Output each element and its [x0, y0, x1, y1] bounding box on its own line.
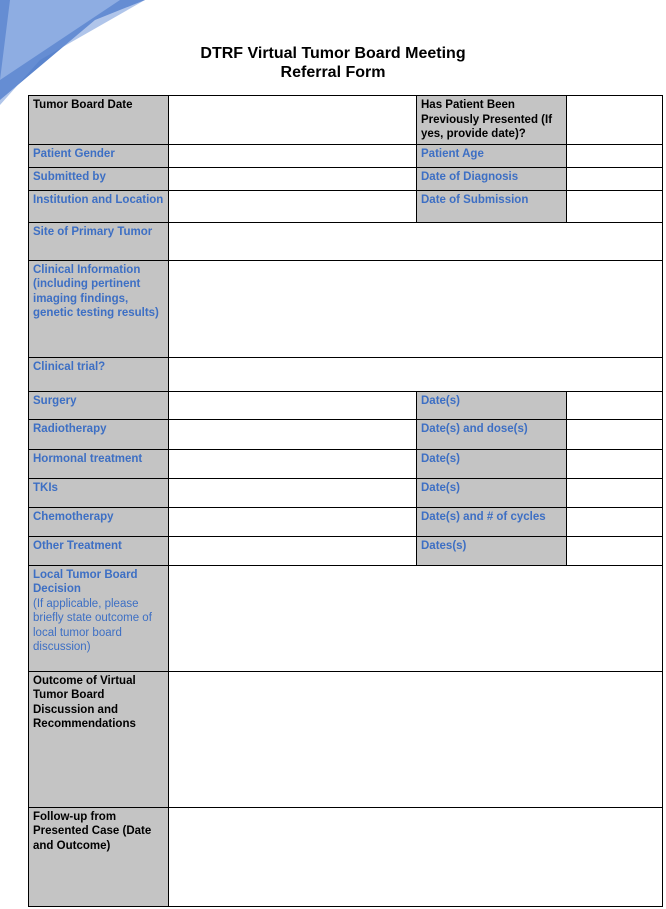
hormonal-treatment-label: Hormonal treatment — [29, 449, 169, 478]
outcome-virtual-label: Outcome of Virtual Tumor Board Discussion and Recommendations — [29, 671, 169, 807]
form-title: DTRF Virtual Tumor Board Meeting — [200, 45, 466, 62]
patient-age-field[interactable] — [567, 144, 663, 167]
tkis-dates-label: Date(s) — [417, 478, 567, 507]
site-primary-tumor-field[interactable] — [169, 222, 663, 260]
surgery-dates-label: Date(s) — [417, 391, 567, 419]
tkis-label: TKIs — [29, 478, 169, 507]
radiotherapy-dates-label: Date(s) and dose(s) — [417, 419, 567, 449]
date-of-submission-field[interactable] — [567, 190, 663, 222]
chemotherapy-dates-label: Date(s) and # of cycles — [417, 507, 567, 536]
surgery-field[interactable] — [169, 391, 417, 419]
chemotherapy-label: Chemotherapy — [29, 507, 169, 536]
hormonal-dates-label: Date(s) — [417, 449, 567, 478]
clinical-information-field[interactable] — [169, 260, 663, 357]
patient-gender-label: Patient Gender — [29, 144, 169, 167]
clinical-trial-field[interactable] — [169, 357, 663, 391]
chemotherapy-field[interactable] — [169, 507, 417, 536]
local-decision-field[interactable] — [169, 565, 663, 671]
radiotherapy-label: Radiotherapy — [29, 419, 169, 449]
referral-form-table — [28, 95, 663, 907]
surgery-dates-field[interactable] — [567, 391, 663, 419]
tumor-board-date-field[interactable] — [169, 96, 417, 145]
tkis-dates-field[interactable] — [567, 478, 663, 507]
hormonal-treatment-field[interactable] — [169, 449, 417, 478]
clinical-information-label: Clinical Information (including pertinent imaging findings, genetic testing results) — [29, 260, 169, 357]
outcome-virtual-field[interactable] — [169, 671, 663, 807]
other-dates-label: Dates(s) — [417, 536, 567, 565]
previously-presented-field[interactable] — [567, 96, 663, 145]
hormonal-dates-field[interactable] — [567, 449, 663, 478]
local-decision-subtext: (If applicable, please briefly state outcome of local tumor board discussion) — [33, 597, 152, 653]
radiotherapy-field[interactable] — [169, 419, 417, 449]
other-treatment-label: Other Treatment — [29, 536, 169, 565]
other-treatment-field[interactable] — [169, 536, 417, 565]
site-primary-tumor-label: Site of Primary Tumor — [29, 222, 169, 260]
patient-gender-field[interactable] — [169, 144, 417, 167]
patient-age-label: Patient Age — [417, 144, 567, 167]
institution-location-label: Institution and Location — [29, 190, 169, 222]
local-decision-title: Local Tumor Board Decision — [33, 568, 138, 595]
clinical-trial-label: Clinical trial? — [29, 357, 169, 391]
date-of-submission-label: Date of Submission — [417, 190, 567, 222]
surgery-label: Surgery — [29, 391, 169, 419]
local-decision-label — [29, 565, 169, 671]
tumor-board-date-label: Tumor Board Date — [29, 96, 169, 145]
follow-up-label: Follow-up from Presented Case (Date and Outcome) — [29, 807, 169, 906]
previously-presented-label: Has Patient Been Previously Presented (If yes, provide date)? — [417, 96, 567, 145]
tkis-field[interactable] — [169, 478, 417, 507]
institution-location-field[interactable] — [169, 190, 417, 222]
follow-up-field[interactable] — [169, 807, 663, 906]
form-subtitle: Referral Form — [280, 64, 386, 81]
date-of-diagnosis-field[interactable] — [567, 167, 663, 190]
date-of-diagnosis-label: Date of Diagnosis — [417, 167, 567, 190]
radiotherapy-dates-field[interactable] — [567, 419, 663, 449]
submitted-by-label: Submitted by — [29, 167, 169, 190]
submitted-by-field[interactable] — [169, 167, 417, 190]
other-dates-field[interactable] — [567, 536, 663, 565]
chemotherapy-dates-field[interactable] — [567, 507, 663, 536]
